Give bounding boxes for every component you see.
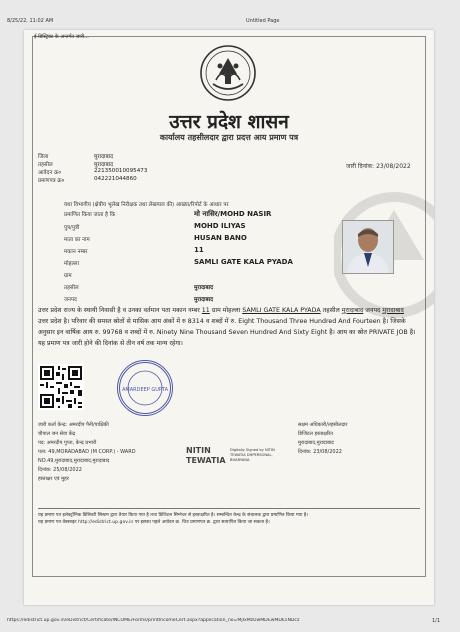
- verification-note: [38, 508, 420, 526]
- signer-name: NITIN TEWATIA: [186, 446, 226, 465]
- tehsil-row-label: तहसील: [64, 285, 79, 291]
- digital-signature-text: Digitally Signed by NITIN TEWATIA DHPERSONAL, BHARYANA: [230, 448, 275, 462]
- certificate-subtitle: कार्यालय तहसीलदार द्वारा प्रदत्त आय प्रमाण पत्र: [159, 132, 299, 142]
- certificate-title: उत्तर प्रदेश शासन: [169, 111, 289, 133]
- applicant-name: मो नासिर/MOHD NASIR: [194, 210, 272, 218]
- application-number: 221350010095473: [94, 168, 148, 174]
- seal-text: AMARDEEP GUPTA: [121, 387, 169, 393]
- house-number: 11: [194, 246, 204, 254]
- print-url: https://edistrict.up.gov.in/eDistrict/Certificate/INCOME/Forms/printIncomeCert.aspx?application_no=MjIxMzUwMDEwMDk1NDcz: [7, 618, 300, 623]
- district-value: मुरादाबाद: [94, 154, 114, 160]
- issuing-centre-type: चौपाल जन सेवा केंद्र: [38, 431, 76, 437]
- edistrict-note: ई-डिस्ट्रिक्ट के अन्तर्गत जारी...: [34, 34, 89, 40]
- round-seal-stamp: [117, 360, 173, 416]
- certificate-page: [24, 30, 434, 605]
- certificate-number: 042221044860: [94, 176, 137, 182]
- print-datetime: 8/25/22, 11:02 AM: [7, 18, 54, 24]
- centre-incharge: पद: अमरदीप गुप्ता, केन्द्र प्रभारी: [38, 440, 97, 446]
- tehsil-label: तहसील: [38, 162, 53, 168]
- applicant-photo: [342, 220, 394, 274]
- tehsil-value: मुरादाबाद: [94, 162, 114, 168]
- intro-line-1: यथा विभागीय (क्षेत्रीय भूलेख निरीक्षक तथा लेखपाल की) आख्या/रिपोर्ट के आधार पर: [64, 202, 229, 208]
- certificate-paragraph: उत्तर प्रदेश राज्य के स्थायी निवासी है व उनका वर्तमान पता मकान नम्बर 11 ग्राम मोहल्ला SAMLI GATE KALA PYADA तहसील मुरादाबाद जनपद मुरादाबाद उत्तर प्रदेश है। परिवार की समस्त स्रोतों से मासिक आय अंकों में रु 8314 व शब्दों में रु. Eight Thousand Three Hundred And Fourteen है। जिसके अनुसार इन वार्षिक आय रु. 99768 व शब्दों में रु. Ninety Nine Thousand Seven Hundred And Sixty Eight है। आय का स्रोत PRIVATE JOB है। यह प्रमाण पत्र जारी होने की दिनांक से तीन वर्ष तक मान्य रहेगा।: [38, 307, 416, 347]
- tehsil-row-value: मुरादाबाद: [194, 285, 214, 291]
- issuing-centre: जारी कर्ता केन्द्र: अमरदीप पैनी/पाक्षिकी: [38, 422, 109, 428]
- issue-date: जारी दिनांक: 23/08/2022: [346, 163, 411, 170]
- officer-location: मुरादाबाद,मुरादाबाद: [298, 440, 334, 446]
- mohalla-value: SAMLI GATE KALA PYADA: [194, 258, 293, 266]
- house-label: मकान नम्बर: [64, 249, 88, 255]
- janpad-value: मुरादाबाद: [194, 297, 214, 303]
- mother-label: माता का नाम: [64, 237, 90, 243]
- signature-and-seal-label: हस्ताक्षर एवं मुहर: [38, 476, 69, 482]
- application-number-label: आवेदन क्र०: [38, 170, 62, 176]
- centre-date: दिनांक: 25/08/2022: [38, 467, 82, 473]
- verification-note-line-2: यह प्रमाण पत्र वेबसाइट http://edistrict.up.gov.in पर इसका पहले आवेदन क्र. चित्र प्रमाणपत्र क्र. द्वारा सत्यापित किया जा सकता है।: [38, 520, 270, 525]
- district-label: जिला: [38, 154, 49, 160]
- officer-date: दिनांक: 23/08/2022: [298, 449, 342, 455]
- certificate-number-label: प्रमाणपत्र क्र०: [38, 178, 65, 184]
- mohalla-label: मोहल्ला: [64, 261, 79, 267]
- mother-name: HUSAN BANO: [194, 234, 247, 242]
- village-label: ग्राम: [64, 273, 72, 279]
- father-name: MOHD ILIYAS: [194, 222, 246, 230]
- up-emblem-icon: [199, 44, 257, 102]
- print-page-title: Untitled Page: [246, 18, 280, 24]
- father-label: पुत्र/पुत्री: [64, 225, 80, 231]
- centre-address-line-2: NO.49,मुरादाबाद,मुरादाबाद,मुरादाबाद: [38, 458, 110, 464]
- verification-note-line-1: यह प्रमाण पत्र इलेक्ट्रॉनिक डिलिवरी सिस्टम द्वारा तैयार किया गया है तथा डिजिटल सिग्नेचर से हस्ताक्षरित है। सम्बन्धित केन्द्र के संचालक द्वारा प्रमाणित किया गया है।: [38, 513, 309, 518]
- print-page-count: 1/1: [432, 618, 441, 624]
- officer-digital-sign: डिजिटल हस्ताक्षरित: [298, 431, 333, 437]
- intro-line-2: प्रमाणित किया जाता है कि: [64, 212, 116, 218]
- janpad-label: जनपद: [64, 297, 77, 303]
- officer-title: सक्षम अधिकारी/तहसीलदार: [298, 422, 348, 428]
- qr-code-icon: [38, 364, 84, 410]
- centre-address: पता: 49,MORADABAD (M CORP.) - WARD: [38, 449, 136, 455]
